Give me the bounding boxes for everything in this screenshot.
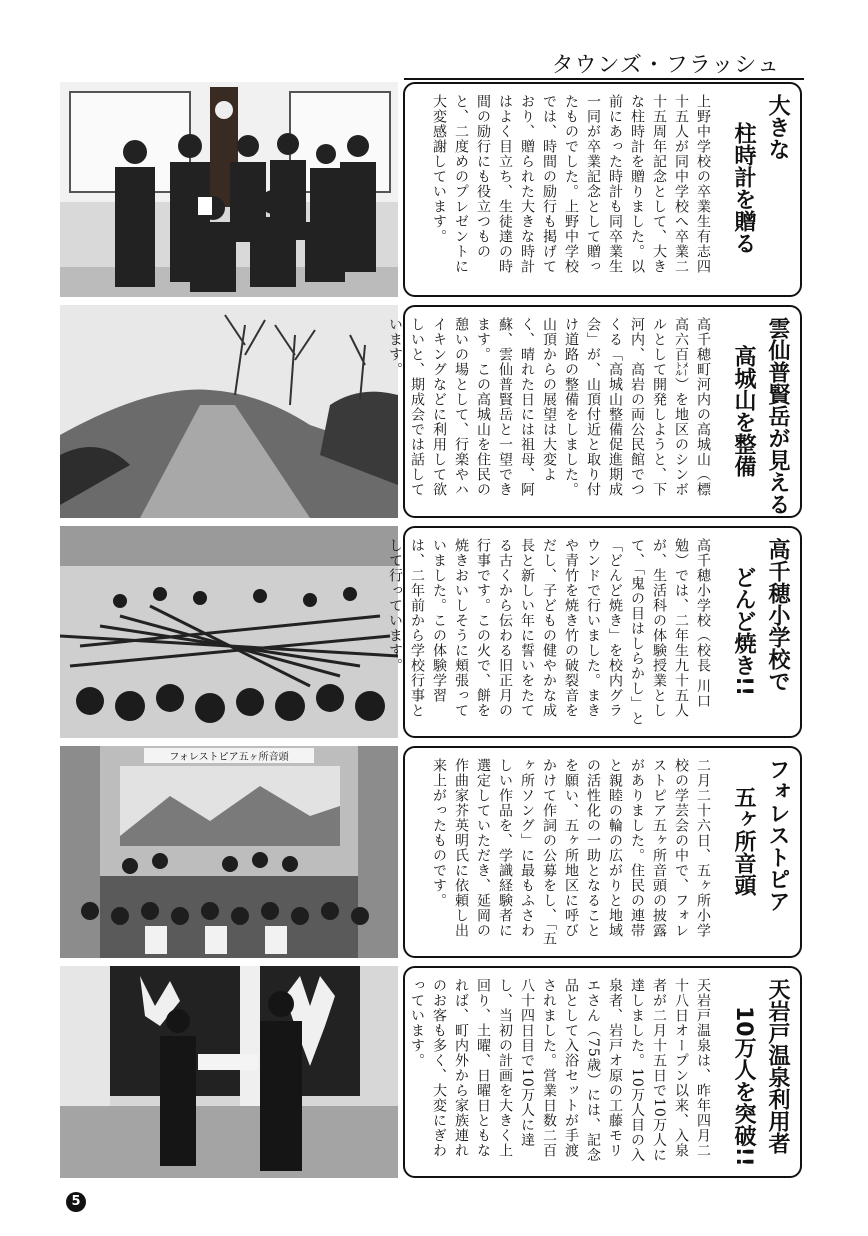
article-text-box xyxy=(403,746,802,958)
article-headline xyxy=(720,538,792,726)
article-body: 二月二十六日、五ヶ所小学校の学芸会の中で、フォレストピア五ヶ所音頭の披露がありました。住民の連帯と親睦の輪の広がりと地域の活性化の一助となることを願い、五ヶ所地区に呼びかけて作詞の公募をし、「五ヶ所ソング」に最もふさわしい作品を、学識経験者に選定していただき、延岡の作曲家芥英明氏に依頼し出来上がったものです。 xyxy=(431,758,711,946)
article-body: 高千穂小学校（校長 川口勉）では、二年生九十五人が、生活科の体験授業として、「鬼の目はしらかし」と「どんど焼き」を校内グラウンドで行いました。まきや青竹を焼き竹の破裂音をだし、子どもの健やかな成長と新しい年に誓いをたてる古くから伝わる旧正月の行事です。この火で、餅を焼きおいしそうに頬張っていました。この体験学習は、二年前から学校行事として行っています。 xyxy=(387,538,711,726)
article-dondo xyxy=(60,526,802,738)
headline-line: 雲仙普賢岳が見える xyxy=(765,317,790,515)
headline-line: 天岩戸温泉利用者 xyxy=(765,978,790,1154)
page-number: 5 xyxy=(66,1192,86,1212)
article-headline xyxy=(720,978,792,1166)
headline-line: どんど焼き!! xyxy=(731,566,756,697)
article-text-box xyxy=(403,82,802,297)
article-headline xyxy=(720,317,792,515)
photo-bonfire xyxy=(60,526,398,738)
headline-line: 10万人を突破!! xyxy=(731,1006,756,1167)
headline-line: 高千穂小学校で xyxy=(765,538,790,692)
headline-line: 柱時計を贈る xyxy=(731,122,756,254)
section-title: タウンズ・フラッシュ xyxy=(551,53,780,78)
article-onsen xyxy=(60,966,802,1178)
photo-ceremony xyxy=(60,966,398,1178)
photo-hilltop xyxy=(60,305,398,518)
article-forestopia xyxy=(60,746,802,958)
headline-line: 五ヶ所音頭 xyxy=(731,786,756,896)
headline-line: フォレストピア xyxy=(765,758,790,912)
stage-banner: フォレストピア五ヶ所音頭 xyxy=(144,748,314,763)
article-headline xyxy=(720,94,792,285)
article-clock xyxy=(60,82,802,297)
article-body: 天岩戸温泉は、昨年四月二十八日オープン以来、入泉者が二月十五日で10万人に達しました。10万人目の入泉者、岩戸オ原の工藤モリエさん（75歳）には、記念品として入浴セットが手渡されました。営業日数二百八十四日目で10万人に達し、当初の計画を大きく上回り、土曜、日曜日ともなれば、町内外から家族連れのお客も多く、大変にぎわっています。 xyxy=(409,978,711,1163)
article-text-box xyxy=(387,526,802,738)
article-body: 上野中学校の卒業生有志四十五人が同中学校へ卒業二十五周年記念として、大きな柱時計を贈りました。以前にあった時計も同卒業生一同が卒業記念として贈ったものでした。上野中学校では、時間の励行も掲げており、贈られた大きな時計はよく目立ち、生徒達の時間の励行にも役立つものと、二度めのプレゼントに大変感謝しています。 xyxy=(431,94,711,274)
headline-line: 大きな xyxy=(765,94,790,160)
photo-stage xyxy=(60,746,398,958)
article-takashiro xyxy=(60,305,802,518)
article-text-box xyxy=(403,966,802,1178)
article-body: 高千穂町河内の高城山（標高六百㍍）を地区のシンボルとして開発しようと、下河内、高岩の両公民館でつくる「高城山整備促進期成会」が、山頂付近と取り付け道路の整備をしました。山頂からの展望は大変よく、晴れた日には祖母、阿蘇、雲仙普賢岳と一望できます。この高城山を住民の憩いの場として、行楽やハイキングなどに利用して欲しいと、期成会では話しています。 xyxy=(387,317,711,497)
article-text-box xyxy=(387,305,802,518)
title-rule xyxy=(404,78,804,80)
article-headline xyxy=(720,758,792,946)
headline-line: 高城山を整備 xyxy=(731,345,756,477)
photo-graduates-clock xyxy=(60,82,398,297)
